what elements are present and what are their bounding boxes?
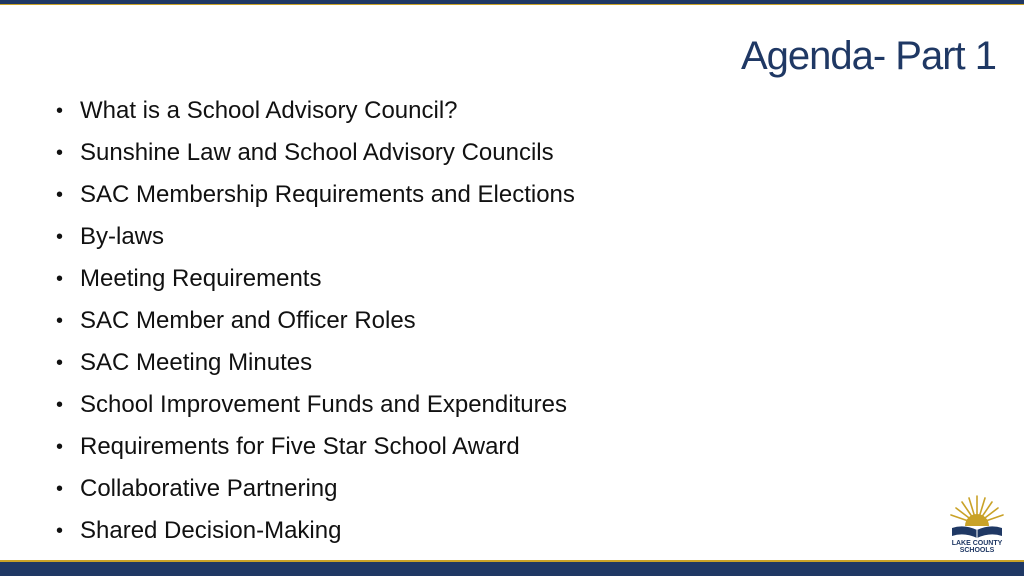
agenda-item xyxy=(56,384,575,426)
bullet-icon: • xyxy=(56,142,64,164)
agenda-item xyxy=(56,300,575,342)
agenda-item-label: Requirements for Five Star School Award xyxy=(80,433,520,460)
sun-book-logo-icon xyxy=(938,494,1016,542)
bullet-icon: • xyxy=(56,436,64,458)
slide-title: Agenda- Part 1 xyxy=(740,34,996,78)
agenda-item xyxy=(56,216,575,258)
agenda-item-label: SAC Member and Officer Roles xyxy=(80,307,416,334)
agenda-item xyxy=(56,174,575,216)
bullet-icon: • xyxy=(56,520,64,542)
top-border-accent xyxy=(0,4,1024,5)
agenda-item xyxy=(56,510,575,552)
agenda-item-label: By-laws xyxy=(80,223,165,250)
agenda-item xyxy=(56,468,575,510)
agenda-item-label: Meeting Requirements xyxy=(80,265,322,292)
agenda-list xyxy=(56,90,575,552)
agenda-item xyxy=(56,90,575,132)
bullet-icon: • xyxy=(56,352,64,374)
bullet-icon: • xyxy=(56,310,64,332)
bullet-icon: • xyxy=(56,268,64,290)
agenda-item xyxy=(56,258,575,300)
agenda-item-label: Collaborative Partnering xyxy=(80,475,338,502)
agenda-item-label: Shared Decision-Making xyxy=(80,517,342,544)
bottom-border-bar xyxy=(0,562,1024,576)
lake-county-schools-logo xyxy=(938,494,1016,556)
agenda-item-label: SAC Meeting Minutes xyxy=(80,349,313,376)
bullet-icon: • xyxy=(56,394,64,416)
agenda-item-label: School Improvement Funds and Expenditures xyxy=(80,391,567,418)
bullet-icon: • xyxy=(56,226,64,248)
agenda-item-label: Sunshine Law and School Advisory Councils xyxy=(80,139,554,166)
bullet-icon: • xyxy=(56,478,64,500)
agenda-item-label: SAC Membership Requirements and Elections xyxy=(80,181,575,208)
agenda-item-label: What is a School Advisory Council? xyxy=(80,97,458,124)
bullet-icon: • xyxy=(56,184,64,206)
logo-text: LAKE COUNTY SCHOOLS xyxy=(951,540,1003,554)
agenda-item xyxy=(56,132,575,174)
bullet-icon: • xyxy=(56,100,64,122)
agenda-item xyxy=(56,426,575,468)
agenda-item xyxy=(56,342,575,384)
